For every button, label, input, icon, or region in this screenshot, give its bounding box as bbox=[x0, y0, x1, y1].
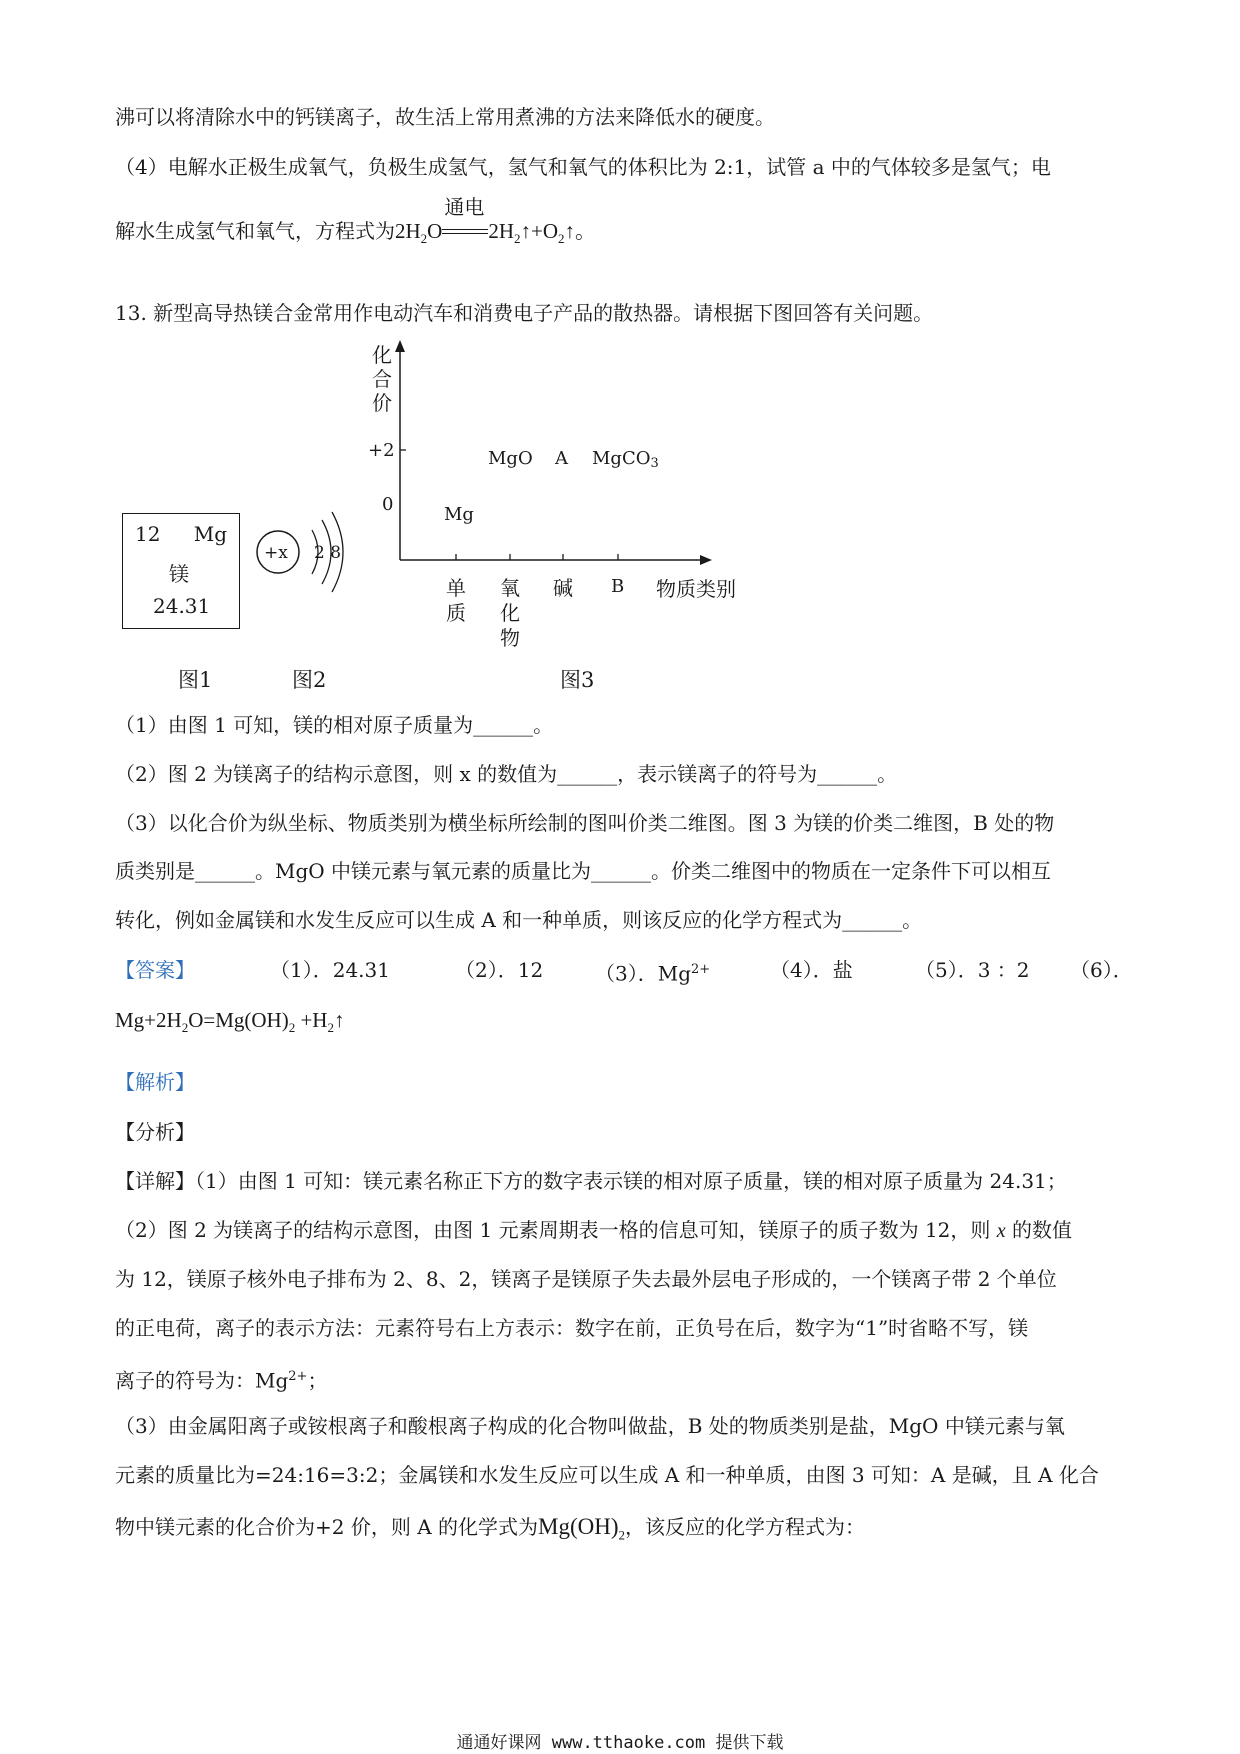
answer-item: （6）． bbox=[1070, 958, 1133, 982]
point-label-mgco3: MgCO3 bbox=[592, 448, 659, 471]
answer-line bbox=[115, 955, 1133, 986]
condition-label: 通电 bbox=[444, 197, 485, 220]
paragraph-line: （4）电解水正极生成氧气，负极生成氢气，氢气和氧气的体积比为 2:1，试管 a 中的气体较多是氢气；电 bbox=[115, 155, 1051, 179]
detail-line: （2）图 2 为镁离子的结构示意图，由图 1 元素周期表一格的信息可知，镁原子的质子数为 12，则 x 的数值 bbox=[115, 1218, 1073, 1242]
x-cat-label: 碱 bbox=[553, 576, 573, 600]
detail-line: 【详解】（1）由图 1 可知：镁元素名称正下方的数字表示镁的相对原子质量，镁的相对原子质量为 24.31； bbox=[115, 1169, 1067, 1193]
element-symbol: Mg bbox=[193, 522, 227, 546]
figure-2-caption: 图2 bbox=[292, 668, 327, 692]
x-cat-label: 质 bbox=[446, 601, 466, 625]
page-footer: 通通好课网 www.tthaoke.com 提供下载 bbox=[456, 1733, 784, 1753]
detail-line: 物中镁元素的化合价为+2 价，则 A 的化学式为$Mg(OH)_2$，该反应的化学方程式为： bbox=[115, 1514, 865, 1543]
detail-line: 的正电荷，离子的表示方法：元素符号右上方表示：数字在前，正负号在后，数字为“1”时省略不写，镁 bbox=[115, 1316, 1029, 1340]
nucleus-charge: +x bbox=[264, 543, 288, 563]
paragraph-text: 解水生成氢气和氧气，方程式为 bbox=[115, 219, 395, 243]
y-label-char: 价 bbox=[372, 391, 392, 415]
y-tick-label: 0 bbox=[382, 494, 394, 515]
ion-structure-figure bbox=[250, 510, 360, 610]
atomic-number: 12 bbox=[135, 522, 161, 546]
analysis-label: 【解析】 bbox=[115, 1070, 195, 1094]
point-label-mg: Mg bbox=[444, 504, 474, 525]
x-cat-label: 化 bbox=[500, 601, 520, 625]
detail-line: （3）由金属阳离子或铵根离子和酸根离子构成的化合物叫做盐，B 处的物质类别是盐，MgO 中镁元素与氧 bbox=[115, 1414, 1065, 1438]
sub-question-1: （1）由图 1 可知，镁的相对原子质量为______。 bbox=[115, 713, 554, 737]
point-label-mgo: MgO bbox=[488, 448, 533, 469]
equation-line bbox=[115, 197, 597, 254]
answer-label: 【答案】 bbox=[115, 958, 195, 982]
detail-line: 为 12，镁原子核外电子排布为 2、8、2，镁离子是镁原子失去最外层电子形成的，一个镁离子带 2 个单位 bbox=[115, 1267, 1057, 1291]
answer-item: （3）．$Mg^{2+}$ bbox=[595, 961, 711, 986]
y-label-char: 合 bbox=[372, 367, 392, 391]
answer-item: （1）．24.31 bbox=[270, 958, 390, 982]
point-label-a: A bbox=[555, 448, 568, 469]
shell-electrons: 2 8 bbox=[314, 543, 342, 563]
detail-line: 离子的符号为：$Mg^{2+}$； bbox=[115, 1368, 328, 1393]
atomic-mass: 24.31 bbox=[153, 594, 211, 618]
x-cat-label: 物 bbox=[500, 626, 520, 650]
y-axis-arrow bbox=[395, 340, 405, 352]
electrolysis-equation: $2H_2O$ 通电 $2H_2↑+O_2↑$。 bbox=[395, 219, 596, 243]
sub-question-3: （3）以化合价为纵坐标、物质类别为横坐标所绘制的图叫价类二维图。图 3 为镁的价类二维图，B 处的物 bbox=[115, 811, 1055, 835]
x-axis-arrow bbox=[700, 555, 712, 565]
question-13: 13. 新型高导热镁合金常用作电动汽车和消费电子产品的散热器。请根据下图回答有关问题。 bbox=[115, 301, 934, 325]
sub-question-3: 转化，例如金属镁和水发生反应可以生成 A 和一种单质，则该反应的化学方程式为______。 bbox=[115, 908, 923, 932]
answer-item: （5）．3 ：2 bbox=[915, 958, 1030, 982]
x-axis-label: 物质类别 bbox=[656, 577, 736, 601]
fenxi-label: 【分析】 bbox=[115, 1120, 195, 1144]
answer-equation: $Mg+2H_2O=Mg(OH)_2$ $+H_2↑$ bbox=[115, 1008, 345, 1036]
sub-question-2: （2）图 2 为镁离子的结构示意图，则 x 的数值为______，表示镁离子的符号为______。 bbox=[115, 762, 898, 786]
detail-label: 【详解】 bbox=[115, 1169, 195, 1193]
figure-1-caption: 图1 bbox=[178, 668, 213, 692]
detail-line: 元素的质量比为=24:16=3:2；金属镁和水发生反应可以生成 A 和一种单质，由图 3 可知：A 是碱，且 A 化合 bbox=[115, 1463, 1099, 1487]
sub-question-3: 质类别是______。MgO 中镁元素与氧元素的质量比为______。价类二维图中的物质在一定条件下可以相互 bbox=[115, 859, 1052, 883]
paragraph-line: 沸可以将清除水中的钙镁离子，故生活上常用煮沸的方法来降低水的硬度。 bbox=[115, 105, 775, 129]
figure-3-caption: 图3 bbox=[560, 668, 595, 692]
condition-arrow bbox=[442, 197, 488, 243]
x-cat-label: 单 bbox=[446, 576, 466, 600]
y-tick-label: +2 bbox=[368, 440, 395, 461]
answer-item: （2）．12 bbox=[455, 958, 544, 982]
x-cat-label: B bbox=[611, 576, 625, 597]
element-name: 镁 bbox=[169, 562, 189, 586]
y-label-char: 化 bbox=[372, 343, 392, 367]
x-cat-label: 氧 bbox=[500, 576, 520, 600]
valence-category-chart bbox=[360, 340, 760, 660]
element-cell-figure bbox=[122, 513, 240, 629]
answer-item: （4）．盐 bbox=[770, 958, 853, 982]
